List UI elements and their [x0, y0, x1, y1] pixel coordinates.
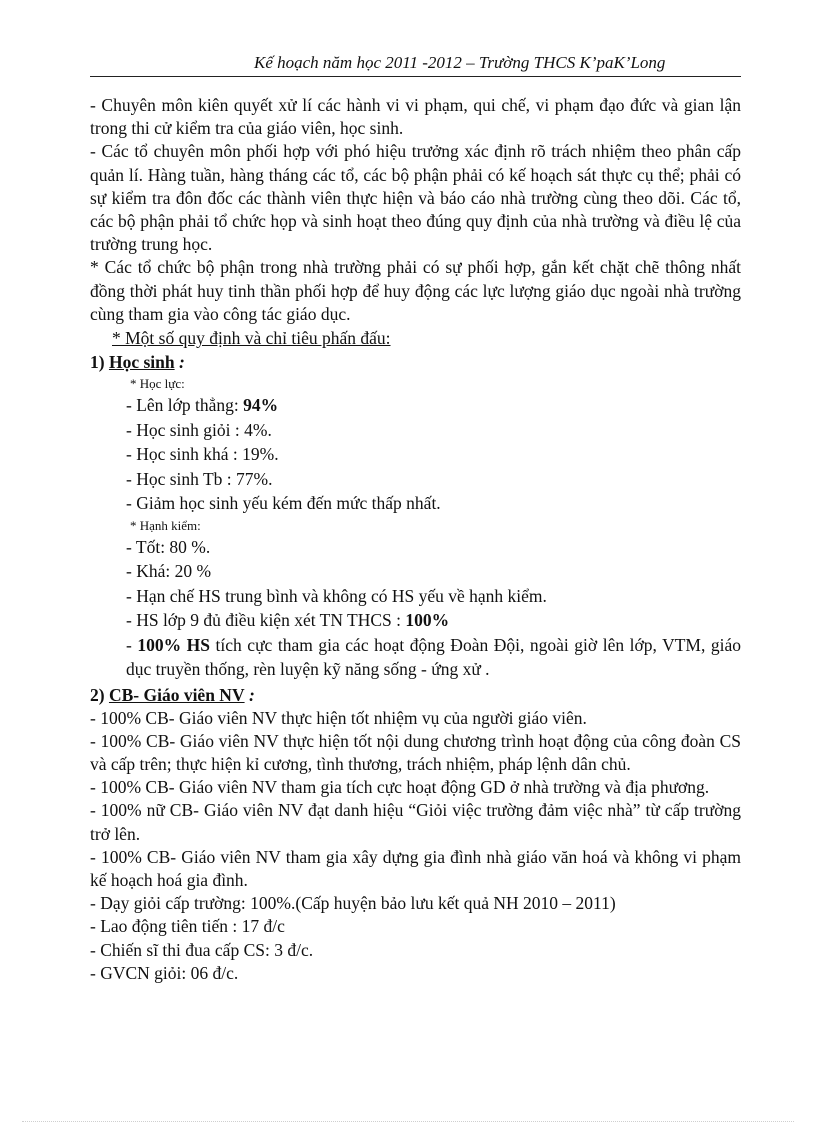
staff-list: [90, 707, 741, 985]
staff-item: - 100% CB- Giáo viên NV thực hiện tốt nhiệm vụ của người giáo viên.: [90, 707, 587, 728]
page-bottom-edge: [22, 1121, 794, 1122]
hanh-kiem-item-text: - Hạn chế HS trung bình và không có HS yếu về hạnh kiểm.: [126, 585, 547, 606]
staff-item: - Lao động tiên tiến : 17 đ/c: [90, 916, 285, 937]
hanh-kiem-item-value: 100%: [405, 610, 450, 631]
hanh-kiem-list: [90, 535, 741, 633]
activities-item: [90, 633, 741, 681]
hoc-luc-item-text: - Học sinh Tb : 77%.: [126, 468, 273, 489]
hanh-kiem-item: [90, 608, 741, 633]
staff-item: - 100% CB- Giáo viên NV tham gia tích cực hoạt động GD ở nhà trường và địa phương.: [90, 777, 710, 798]
document-body: [90, 94, 741, 985]
hoc-luc-list: [90, 393, 741, 516]
staff-heading-colon: :: [244, 684, 255, 705]
hanh-kiem-item-text: - Tốt: 80 %.: [126, 536, 211, 557]
hoc-luc-label: * Học lực:: [130, 376, 185, 392]
header-divider: [90, 76, 741, 77]
staff-item: - Dạy giỏi cấp trường: 100%.(Cấp huyện bảo lưu kết quả NH 2010 – 2011): [90, 893, 616, 914]
paragraph-departments: - Các tổ chuyên môn phối hợp với phó hiệu trưởng xác định rõ trách nhiệm theo phân cấp quản lí. Hàng tuần, hàng tháng các tổ, các bộ phận phải có kế hoạch sát thực cụ thể; phải có sự kiểm tra đôn đốc các thành viên thực hiện và báo cáo nhà trường cùng theo dõi. Các tổ, các bộ phận phải tổ chức họp và sinh hoạt theo đúng quy định của nhà trường và điều lệ của trường trung học.: [90, 141, 741, 255]
staff-heading-number: 2): [90, 684, 109, 705]
students-heading-label: Học sinh: [108, 352, 175, 373]
section-title-text: * Một số quy định và chỉ tiêu phấn đấu:: [112, 328, 391, 349]
hoc-luc-item-text: - Lên lớp thẳng:: [126, 395, 244, 416]
hanh-kiem-item: [90, 584, 741, 609]
activities-value: 100% HS: [137, 634, 210, 655]
hoc-luc-item: [90, 393, 741, 418]
paragraph-discipline: - Chuyên môn kiên quyết xử lí các hành vi vi phạm, qui chế, vi phạm đạo đức và gian lận trong thi cử kiểm tra của giáo viên, học sinh.: [90, 95, 741, 139]
students-heading: [90, 350, 741, 374]
students-heading-number: 1): [90, 352, 109, 373]
staff-item: - 100% nữ CB- Giáo viên NV đạt danh hiệu “Giỏi việc trường đảm việc nhà” từ cấp trường trở lên.: [90, 800, 741, 844]
hoc-luc-item-text: - Học sinh khá : 19%.: [126, 444, 279, 465]
staff-item: - 100% CB- Giáo viên NV thực hiện tốt nội dung chương trình hoạt động của công đoàn CS và cấp trên; thực hiện kỉ cương, tình thương, trách nhiệm, pháp lệnh dân chủ.: [90, 730, 741, 774]
section-title: [90, 326, 741, 350]
hanh-kiem-item: [90, 559, 741, 584]
hanh-kiem-item-text: - HS lớp 9 đủ điều kiện xét TN THCS :: [126, 610, 406, 631]
staff-heading-label: CB- Giáo viên NV: [108, 684, 245, 705]
hoc-luc-item-text: - Học sinh giỏi : 4%.: [126, 419, 272, 440]
page-header-title: Kế hoạch năm học 2011 -2012 – Trường THCS K’paK’Long: [254, 53, 666, 72]
activities-text: tích cực tham gia các hoạt động Đoàn Đội, ngoài giờ lên lớp, VTM, giáo dục truyền thống, rèn luyện kỹ năng sống - ứng xử .: [126, 634, 741, 679]
hoc-luc-item-value: 94%: [243, 395, 279, 416]
hoc-luc-item: [90, 491, 741, 516]
activities-prefix: -: [126, 634, 138, 655]
paragraph-coordination: * Các tổ chức bộ phận trong nhà trường phải có sự phối hợp, gắn kết chặt chẽ thông nhất đồng thời phát huy tinh thần phối hợp để huy động các lực lượng giáo dục ngoài nhà trường cùng tham gia vào công tác giáo dục.: [90, 257, 741, 324]
staff-item: - GVCN giỏi: 06 đ/c.: [90, 962, 239, 983]
staff-heading: [90, 683, 741, 707]
hoc-luc-item: [90, 418, 741, 443]
students-heading-colon: :: [174, 352, 185, 373]
hoc-luc-item-text: - Giảm học sinh yếu kém đến mức thấp nhất.: [126, 493, 441, 514]
hanh-kiem-label: * Hạnh kiểm:: [130, 517, 201, 533]
staff-item: - Chiến sĩ thi đua cấp CS: 3 đ/c.: [90, 939, 314, 960]
hoc-luc-item: [90, 442, 741, 467]
hoc-luc-item: [90, 467, 741, 492]
hanh-kiem-item: [90, 535, 741, 560]
hanh-kiem-item-text: - Khá: 20 %: [126, 561, 212, 582]
staff-item: - 100% CB- Giáo viên NV tham gia xây dựng gia đình nhà giáo văn hoá và không vi phạm kế hoạch hoá gia đình.: [90, 846, 741, 890]
